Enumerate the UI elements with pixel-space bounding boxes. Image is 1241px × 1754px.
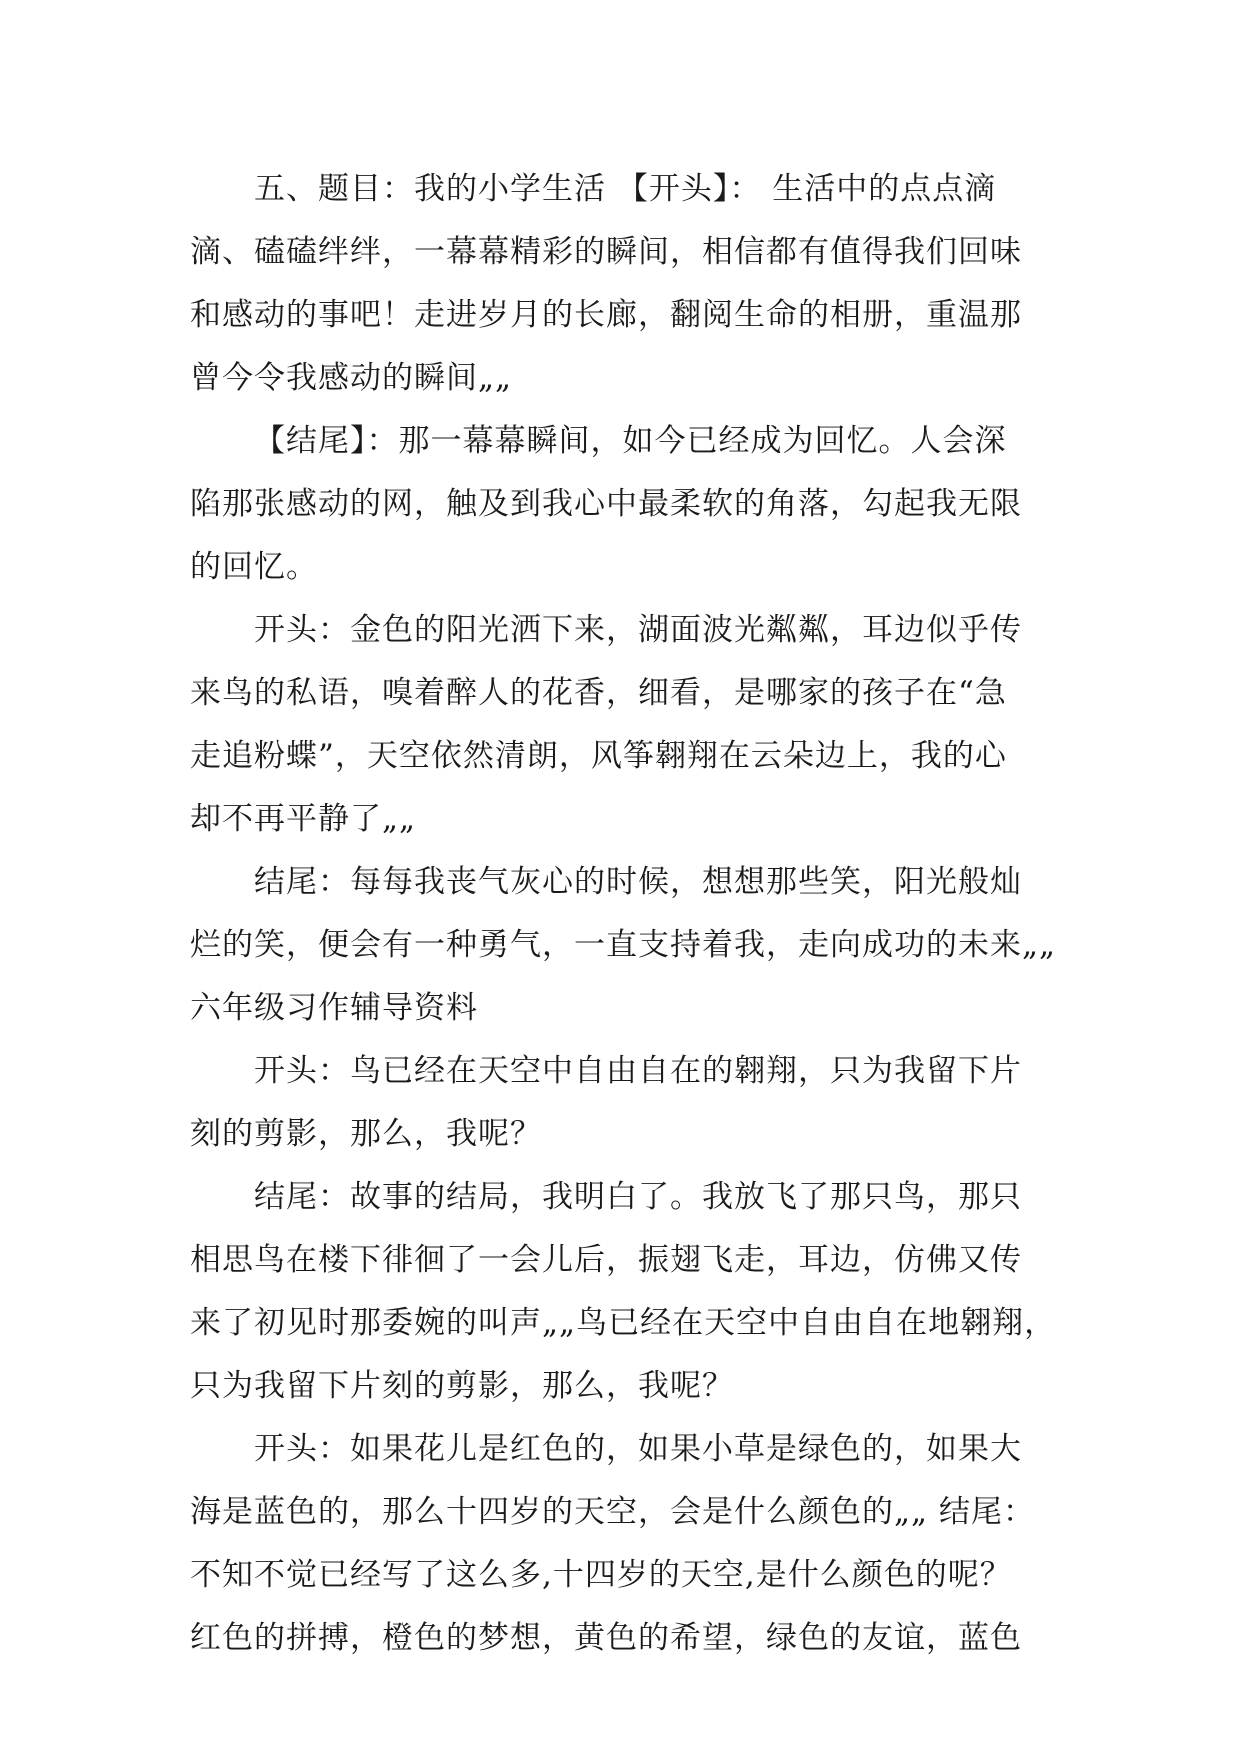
text-line: 相思鸟在楼下徘徊了一会儿后，振翅飞走，耳边，仿佛又传: [190, 1242, 1022, 1278]
text-line: 走追粉蝶”，天空依然清朗，风筝翱翔在云朵边上，我的心: [190, 738, 1007, 774]
text-line: 的回忆。: [190, 549, 318, 585]
text-line: 结尾：故事的结局，我明白了。我放飞了那只鸟，那只: [254, 1179, 1022, 1215]
text-line: 烂的笑，便会有一种勇气，一直支持着我，走向成功的未来„„: [190, 927, 1057, 963]
text-line: 和感动的事吧！走进岁月的长廊，翻阅生命的相册，重温那: [190, 297, 1022, 333]
text-line: 结尾：每每我丧气灰心的时候，想想那些笑，阳光般灿: [254, 864, 1022, 900]
text-line: 开头：鸟已经在天空中自由自在的翱翔，只为我留下片: [254, 1053, 1022, 1089]
text-line: 五、题目：我的小学生活 【开头】： 生活中的点点滴: [254, 171, 997, 207]
text-line: 不知不觉已经写了这么多,十四岁的天空,是什么颜色的呢？: [190, 1557, 1012, 1593]
document-body: [190, 158, 1060, 1670]
text-line: 开头：金色的阳光洒下来，湖面波光粼粼，耳边似乎传: [254, 612, 1022, 648]
text-line: 只为我留下片刻的剪影，那么，我呢？: [190, 1368, 734, 1404]
text-line: 刻的剪影，那么，我呢？: [190, 1116, 542, 1152]
text-line: 陷那张感动的网，触及到我心中最柔软的角落，勾起我无限: [190, 486, 1022, 522]
text-line: 来了初见时那委婉的叫声„„鸟已经在天空中自由自在地翱翔，: [190, 1305, 1057, 1341]
text-line: 却不再平静了„„: [190, 801, 417, 837]
text-line: 滴、磕磕绊绊，一幕幕精彩的瞬间，相信都有值得我们回味: [190, 234, 1022, 270]
text-line: 来鸟的私语，嗅着醉人的花香，细看，是哪家的孩子在“急: [190, 675, 1007, 711]
text-line: 红色的拼搏，橙色的梦想，黄色的希望，绿色的友谊，蓝色: [190, 1620, 1022, 1656]
text-line: 【结尾】：那一幕幕瞬间，如今已经成为回忆。人会深: [254, 423, 1007, 459]
text-line: 曾今令我感动的瞬间„„: [190, 360, 513, 396]
text-line: 海是蓝色的，那么十四岁的天空，会是什么颜色的„„ 结尾：: [190, 1494, 1035, 1530]
text-line: 开头：如果花儿是红色的，如果小草是绿色的，如果大: [254, 1431, 1022, 1467]
text-line: 六年级习作辅导资料: [190, 990, 478, 1026]
